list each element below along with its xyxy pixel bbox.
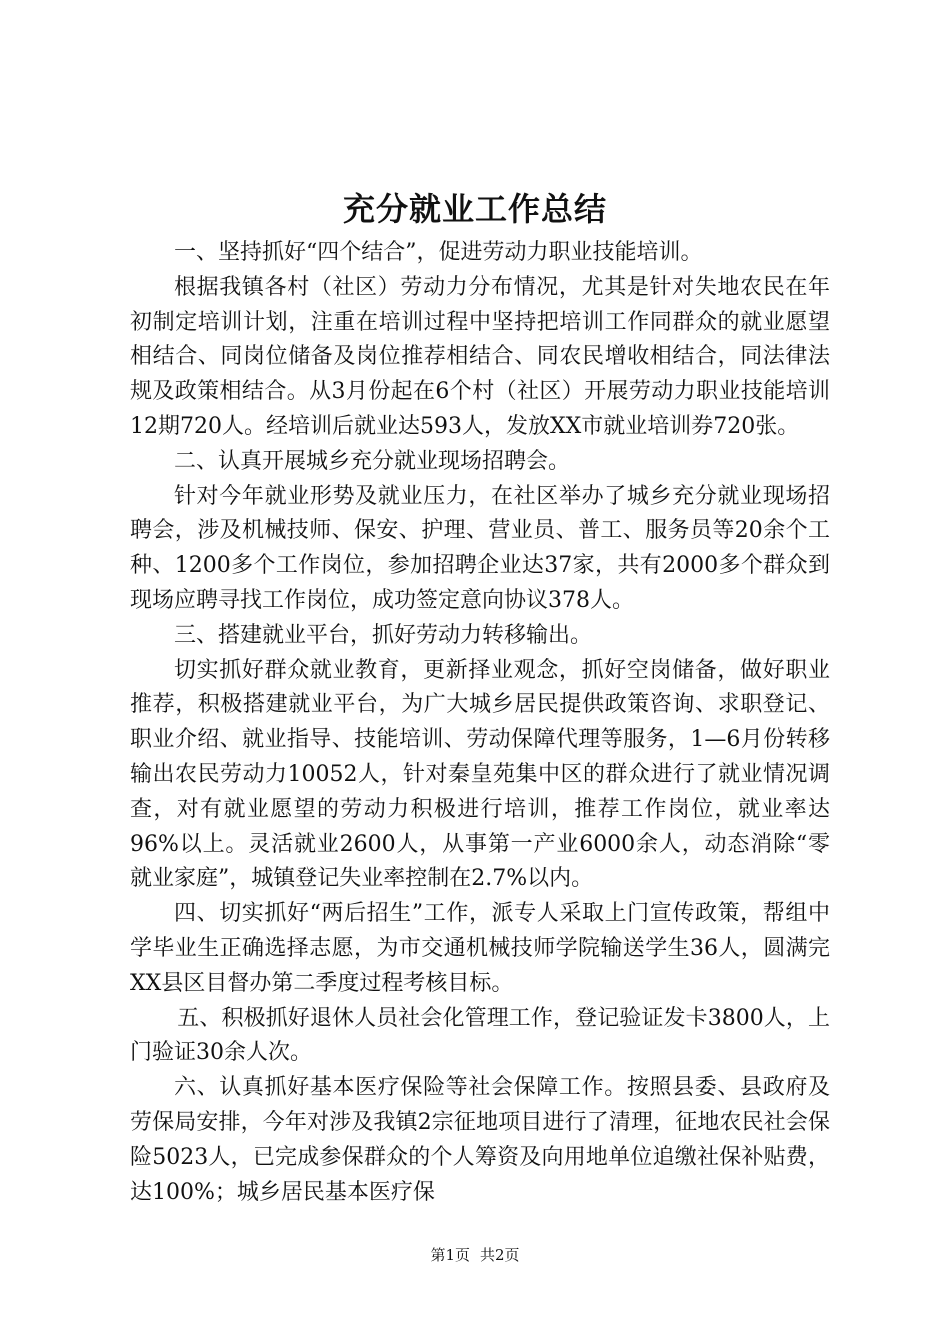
section-paragraph-4: 四、切实抓好“两后招生”工作，派专人采取上门宣传政策，帮组中学毕业生正确选择志愿，为市交通机械技师学院输送学生36人，圆满完XX县区目督办第二季度过程考核目标。 (130, 901, 830, 996)
section-paragraph-2: 针对今年就业形势及就业压力，在社区举办了城乡充分就业现场招聘会，涉及机械技师、保安、护理、营业员、普工、服务员等20余个工种、1200多个工作岗位，参加招聘企业达37家，共有2000多个群众到现场应聘寻找工作岗位，成功签定意向协议378人。 (130, 483, 830, 613)
section-paragraph-3: 切实抓好群众就业教育，更新择业观念，抓好空岗储备，做好职业推荐，积极搭建就业平台，为广大城乡居民提供政策咨询、求职登记、职业介绍、就业指导、技能培训、劳动保障代理等服务，1—6月份转移输出农民劳动力10052人，针对秦皇苑集中区的群众进行了就业情况调查，对有就业愿望的劳动力积极进行培训，推荐工作岗位，就业率达96%以上。灵活就业2600人，从事第一产业6000余人，动态消除“零就业家庭”，城镇登记失业率控制在2.7%以内。 (130, 657, 830, 892)
section-paragraph-5: 五、积极抓好退休人员社会化管理工作，登记验证发卡3800人，上门验证30余人次。 (130, 1005, 830, 1066)
section-heading-2: 二、认真开展城乡充分就业现场招聘会。 (174, 448, 571, 474)
page-number: 第1页 (430, 1246, 470, 1264)
document-title: 充分就业工作总结 (342, 190, 607, 228)
section-heading-1: 一、坚持抓好“四个结合”，促进劳动力职业技能培训。 (174, 240, 703, 265)
section-heading-3: 三、搭建就业平台，抓好劳动力转移输出。 (174, 622, 593, 648)
page-total: 共2页 (480, 1246, 520, 1264)
section-paragraph-1: 根据我镇各村（社区）劳动力分布情况，尤其是针对失地农民在年初制定培训计划，注重在培训过程中坚持把培训工作同群众的就业愿望相结合、同岗位储备及岗位推荐相结合、同农民增收相结合，同法律法规及政策相结合。从3月份起在6个村（社区）开展劳动力职业技能培训12期720人。经培训后就业达593人，发放XX市就业培训券720张。 (130, 274, 830, 439)
page-footer (0, 1245, 950, 1265)
document-body (130, 236, 830, 1210)
section-paragraph-6: 六、认真抓好基本医疗保险等社会保障工作。按照县委、县政府及劳保局安排，今年对涉及我镇2宗征地项目进行了清理，征地农民社会保险5023人，已完成参保群众的个人筹资及向用地单位追缴社保补贴费，达100%；城乡居民基本医疗保 (130, 1075, 830, 1205)
